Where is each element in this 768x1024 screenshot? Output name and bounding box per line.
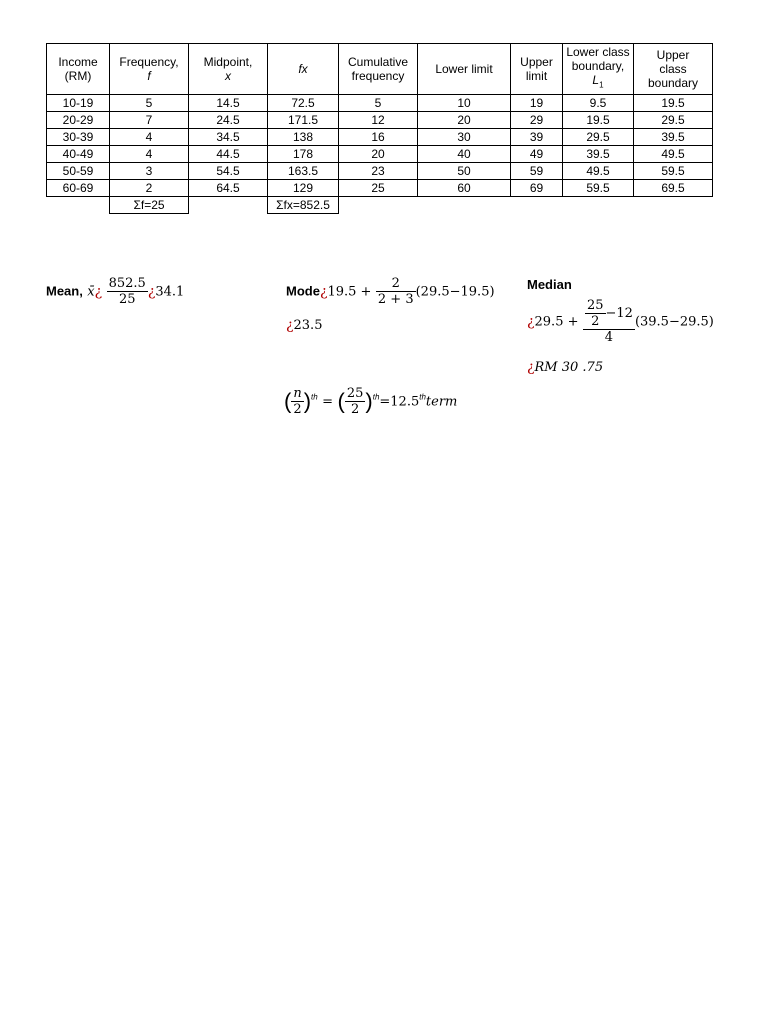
25-over-2-fraction: [345, 386, 366, 417]
sum-fx: Σfx=852.5: [276, 198, 330, 212]
median-parenthesis: (39.5−29.5): [634, 314, 714, 330]
header-lower-boundary: [563, 44, 634, 95]
table-cell: 10-19: [47, 95, 110, 112]
table-cell: 40-49: [47, 146, 110, 163]
table-cell: 30-39: [47, 129, 110, 146]
table-cell: 7: [110, 112, 189, 129]
mode-result: 23.5: [293, 318, 323, 333]
table-cell: 20: [418, 112, 511, 129]
table-cell: 4: [110, 146, 189, 163]
header-lower-limit: [418, 44, 511, 95]
right-paren: ): [303, 388, 312, 414]
table-cell: 39.5: [634, 129, 713, 146]
table-cell: 49.5: [634, 146, 713, 163]
n-over-2-fraction: [291, 386, 303, 417]
table-cell: 163.5: [268, 163, 339, 180]
table-cell: 50: [418, 163, 511, 180]
mode-base: 19.5 +: [327, 284, 372, 300]
mode-formula: [286, 276, 495, 307]
table-cell: 30: [418, 129, 511, 146]
median-label-line: [527, 276, 572, 294]
table-cell: 69.5: [634, 180, 713, 197]
th-superscript-3: th: [419, 392, 426, 402]
th-superscript: th: [311, 392, 318, 402]
table-cell: 129: [268, 180, 339, 197]
table-cell: 60-69: [47, 180, 110, 197]
header-upper-boundary-line1: Upper: [656, 48, 690, 62]
table-cell: 60: [418, 180, 511, 197]
table-cell: 19.5: [563, 112, 634, 129]
table-cell: 39.5: [563, 146, 634, 163]
median-label: Median: [527, 277, 572, 292]
table-row: [47, 112, 713, 129]
header-frequency-line2: f: [147, 69, 151, 83]
median-denominator: 4: [583, 329, 635, 345]
mean-fraction: [107, 276, 148, 307]
mean-label: Mean,: [46, 283, 83, 299]
table-cell: 12: [339, 112, 418, 129]
median-base: 29.5 +: [534, 314, 579, 330]
table-cell: 39: [511, 129, 563, 146]
header-fx-line1: fx: [298, 62, 308, 76]
equals-sign: =: [322, 394, 334, 410]
table-cell: 19.5: [634, 95, 713, 112]
mean-numerator: 852.5: [108, 276, 146, 291]
sum-blank-cell: [189, 197, 268, 214]
median-inner-denominator: 2: [585, 313, 606, 329]
median-numerator: [583, 298, 635, 329]
table-row: [47, 95, 713, 112]
table-cell: 40: [418, 146, 511, 163]
table-row: [47, 180, 713, 197]
header-upper-boundary: [634, 44, 713, 95]
table-cell: 24.5: [189, 112, 268, 129]
median-result-glyph: ¿: [527, 359, 535, 375]
header-cumulative: [339, 44, 418, 95]
table-cell: 10: [418, 95, 511, 112]
mean-result: 34.1: [155, 284, 185, 300]
left-paren-2: (: [337, 388, 345, 414]
header-lower-boundary-subscript: 1: [599, 80, 604, 90]
header-midpoint-line2: x: [225, 69, 231, 83]
mean-formula: [46, 276, 184, 307]
table-cell: 171.5: [268, 112, 339, 129]
table-cell: 64.5: [189, 180, 268, 197]
header-upper-boundary-line2: class: [659, 62, 687, 76]
header-midpoint-line1: Midpoint,: [203, 55, 253, 69]
median-inner-minus: −12: [605, 306, 633, 321]
right-paren-2: ): [365, 388, 373, 414]
header-income-line2: (RM): [64, 69, 92, 83]
header-cumulative-line1: Cumulative: [347, 55, 409, 69]
term-word: term: [425, 394, 458, 410]
mode-glyph: ¿: [319, 283, 328, 300]
sum-blank-cell: [339, 197, 713, 214]
table-body: [47, 95, 713, 197]
table-header-row: [47, 44, 713, 95]
table-cell: 59.5: [634, 163, 713, 180]
median-fraction: [583, 298, 635, 345]
table-cell: 72.5: [268, 95, 339, 112]
table-cell: 138: [268, 129, 339, 146]
median-position-formula: [284, 386, 457, 417]
table-cell: 44.5: [189, 146, 268, 163]
median-formula: [527, 298, 714, 345]
mode-denominator: 2 + 3: [377, 292, 414, 307]
table-cell: 59: [511, 163, 563, 180]
median-inner-numerator: 25: [586, 298, 604, 313]
position-result: =12.5: [379, 394, 420, 410]
mode-result-line: [286, 316, 322, 334]
mode-label: Mode: [286, 283, 320, 299]
table-cell: 25: [339, 180, 418, 197]
header-income: [47, 44, 110, 95]
header-frequency: [110, 44, 189, 95]
table-cell: 20: [339, 146, 418, 163]
table-row: [47, 129, 713, 146]
table-row: [47, 163, 713, 180]
th-superscript-2: th: [372, 392, 380, 402]
left-paren: (: [284, 388, 292, 414]
table-row: [47, 146, 713, 163]
table-cell: 9.5: [563, 95, 634, 112]
n-numerator: n: [293, 386, 302, 401]
header-upper-limit-line2: limit: [525, 69, 548, 83]
median-result-line: [527, 358, 603, 376]
mode-fraction: [376, 276, 416, 307]
sum-f-cell: [110, 197, 189, 214]
header-fx: [268, 44, 339, 95]
table-cell: 19: [511, 95, 563, 112]
frequency-table: [46, 43, 713, 214]
table-cell: 34.5: [189, 129, 268, 146]
table-cell: 69: [511, 180, 563, 197]
sum-fx-cell: [268, 197, 339, 214]
header-lower-boundary-symbol: L: [592, 73, 600, 88]
header-lower-boundary-line2: boundary,: [571, 59, 625, 74]
table-cell: 5: [110, 95, 189, 112]
median-glyph: ¿: [527, 313, 535, 330]
header-income-line1: Income: [58, 55, 98, 69]
header-upper-limit: [511, 44, 563, 95]
header-cumulative-line2: frequency: [351, 69, 405, 83]
table-cell: 49: [511, 146, 563, 163]
table-cell: 4: [110, 129, 189, 146]
header-upper-boundary-line3: boundary: [647, 76, 699, 90]
median-inner-fraction: [585, 298, 606, 329]
median-result: RM 30 .75: [534, 360, 604, 375]
table-cell: 16: [339, 129, 418, 146]
table-cell: 20-29: [47, 112, 110, 129]
table-cell: 178: [268, 146, 339, 163]
header-lower-limit-line1: Lower limit: [435, 62, 493, 76]
mean-glyph-2: ¿: [147, 283, 156, 300]
header-upper-limit-line1: Upper: [520, 55, 553, 69]
table-cell: 23: [339, 163, 418, 180]
table-cell: 49.5: [563, 163, 634, 180]
mean-denominator: 25: [107, 291, 148, 307]
table-cell: 29.5: [563, 129, 634, 146]
table-cell: 59.5: [563, 180, 634, 197]
25-numerator: 25: [346, 386, 364, 401]
table-cell: 29: [511, 112, 563, 129]
sum-f: Σf=25: [133, 198, 165, 212]
25-denominator: 2: [345, 401, 366, 417]
mode-parenthesis: (29.5−19.5): [415, 284, 495, 300]
header-frequency-line1: Frequency,: [119, 55, 179, 69]
table-cell: 50-59: [47, 163, 110, 180]
sum-blank-cell: [47, 197, 110, 214]
table-cell: 3: [110, 163, 189, 180]
mode-numerator: 2: [391, 276, 400, 291]
mode-result-glyph: ¿: [286, 317, 294, 333]
table-cell: 29.5: [634, 112, 713, 129]
table-cell: 54.5: [189, 163, 268, 180]
table-cell: 14.5: [189, 95, 268, 112]
table-sum-row: [47, 197, 713, 214]
mean-glyph: ¿: [94, 283, 103, 300]
header-lower-boundary-line1: Lower class: [566, 45, 630, 60]
table-cell: 2: [110, 180, 189, 197]
header-midpoint: [189, 44, 268, 95]
table-cell: 5: [339, 95, 418, 112]
n-denominator: 2: [291, 401, 303, 417]
mean-symbol: x̄: [87, 284, 95, 300]
